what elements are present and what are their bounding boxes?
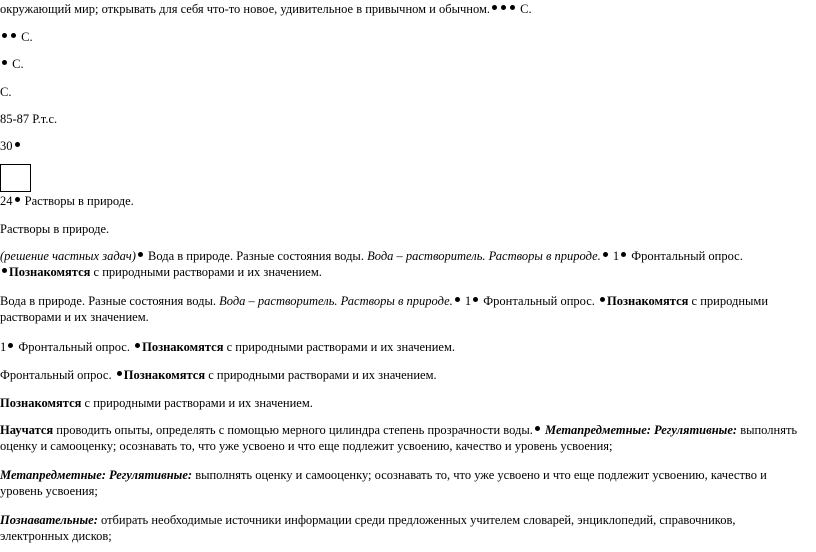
- text-line-14: [0, 422, 804, 454]
- bullet-icon: [2, 268, 7, 273]
- bullet-icon: [135, 343, 140, 348]
- text-line-9: [0, 248, 804, 280]
- line-bold-italic: Познавательные:: [0, 513, 98, 527]
- text-line-1: [0, 1, 804, 17]
- line-bold: Познакомятся: [0, 396, 82, 410]
- text-line-11: [0, 339, 804, 355]
- bullet-icon: [138, 252, 143, 257]
- bullet-icon: [492, 5, 497, 10]
- line-text: проводить опыты, определять с помощью мерного цилиндра степень прозрачности воды.: [56, 423, 533, 437]
- line-text: Фронтальный опрос.: [0, 368, 112, 382]
- line-bold: Познакомятся: [9, 265, 91, 279]
- line-tail: С.: [520, 2, 532, 16]
- text-line-12: [0, 367, 804, 383]
- line-text: с природными растворами и их значением.: [84, 396, 313, 410]
- line-text: 85-87 Р.т.с.: [0, 112, 58, 126]
- line-bold: Научатся: [0, 423, 54, 437]
- line-text: 30: [0, 139, 13, 153]
- text-line-3: [0, 56, 804, 72]
- line-italic: Вода – растворитель. Растворы в природе.: [367, 249, 601, 263]
- line-bold-italic: Метапредметные: Регулятивные:: [0, 468, 193, 482]
- bullet-icon: [621, 252, 626, 257]
- text-line-13: [0, 395, 804, 411]
- line-text: Вода в природе. Разные состояния воды.: [0, 294, 216, 308]
- text-line-4: [0, 84, 804, 100]
- line-text: выполнять оценку и самооценку; осознавать то, что уже усвоено и что еще подлежит усвоению, качество и уровень усвоения;: [0, 468, 767, 498]
- line-text: окружающий мир; открывать для себя что-то новое, удивительное в привычном и обычном.: [0, 2, 491, 16]
- bullet-icon: [8, 343, 13, 348]
- line-text: С.: [12, 57, 24, 71]
- bullet-icon: [15, 142, 20, 147]
- line-text: С.: [21, 30, 33, 44]
- bullet-icon: [2, 33, 7, 38]
- empty-table-cell: [0, 164, 31, 192]
- text-line-10: [0, 293, 804, 325]
- line-text: с природными растворами и их значением.: [208, 368, 437, 382]
- text-line-6: [0, 138, 804, 154]
- bullet-icon: [473, 297, 478, 302]
- text-line-16: [0, 512, 804, 544]
- line-text: Фронтальный опрос.: [18, 340, 130, 354]
- line-bold: Познакомятся: [123, 368, 206, 382]
- line-text: Фронтальный опрос.: [631, 249, 743, 263]
- line-text: отбирать необходимые источники информации среди предложенных учителем словарей, энциклопедий, справочников, электронных дисков;: [0, 513, 736, 543]
- line-italic: (решение частных задач): [0, 249, 136, 263]
- line-num: 1: [464, 294, 472, 308]
- line-bold-italic: Метапредметные: Регулятивные:: [545, 423, 738, 437]
- bullet-icon: [2, 60, 7, 65]
- text-line-5: [0, 111, 804, 127]
- line-text: Фронтальный опрос.: [483, 294, 595, 308]
- bullet-icon: [455, 297, 460, 302]
- line-text: Растворы в природе.: [24, 194, 134, 208]
- line-bold: Познакомятся: [607, 294, 689, 308]
- bullet-icon: [603, 252, 608, 257]
- line-text: с природными растворами и их значением.: [226, 340, 455, 354]
- line-text: С.: [0, 85, 12, 99]
- text-line-8: [0, 221, 804, 237]
- line-num: 24: [0, 194, 13, 208]
- text-line-15: [0, 467, 804, 499]
- line-text: Растворы в природе.: [0, 222, 110, 236]
- bullet-icon: [117, 371, 122, 376]
- bullet-icon: [15, 197, 20, 202]
- line-text: Вода в природе. Разные состояния воды.: [147, 249, 364, 263]
- line-bold: Познакомятся: [142, 340, 224, 354]
- bullet-icon: [501, 5, 506, 10]
- text-line-2: [0, 29, 804, 45]
- line-text: с природными растворами и их значением.: [93, 265, 322, 279]
- line-num: 1: [612, 249, 620, 263]
- bullet-icon: [11, 33, 16, 38]
- bullet-icon: [600, 297, 605, 302]
- bullet-icon: [510, 5, 515, 10]
- line-italic: Вода – растворитель. Растворы в природе.: [219, 294, 453, 308]
- line-text: с природными растворами и их значением.: [0, 294, 769, 324]
- line-text: выполнять оценку и самооценку; осознавать то, что уже усвоено и что еще подлежит усвоению, качество и уровень усвоения;: [0, 423, 798, 453]
- line-num: 1: [0, 340, 7, 354]
- bullet-icon: [535, 426, 540, 431]
- text-line-7: [0, 193, 804, 209]
